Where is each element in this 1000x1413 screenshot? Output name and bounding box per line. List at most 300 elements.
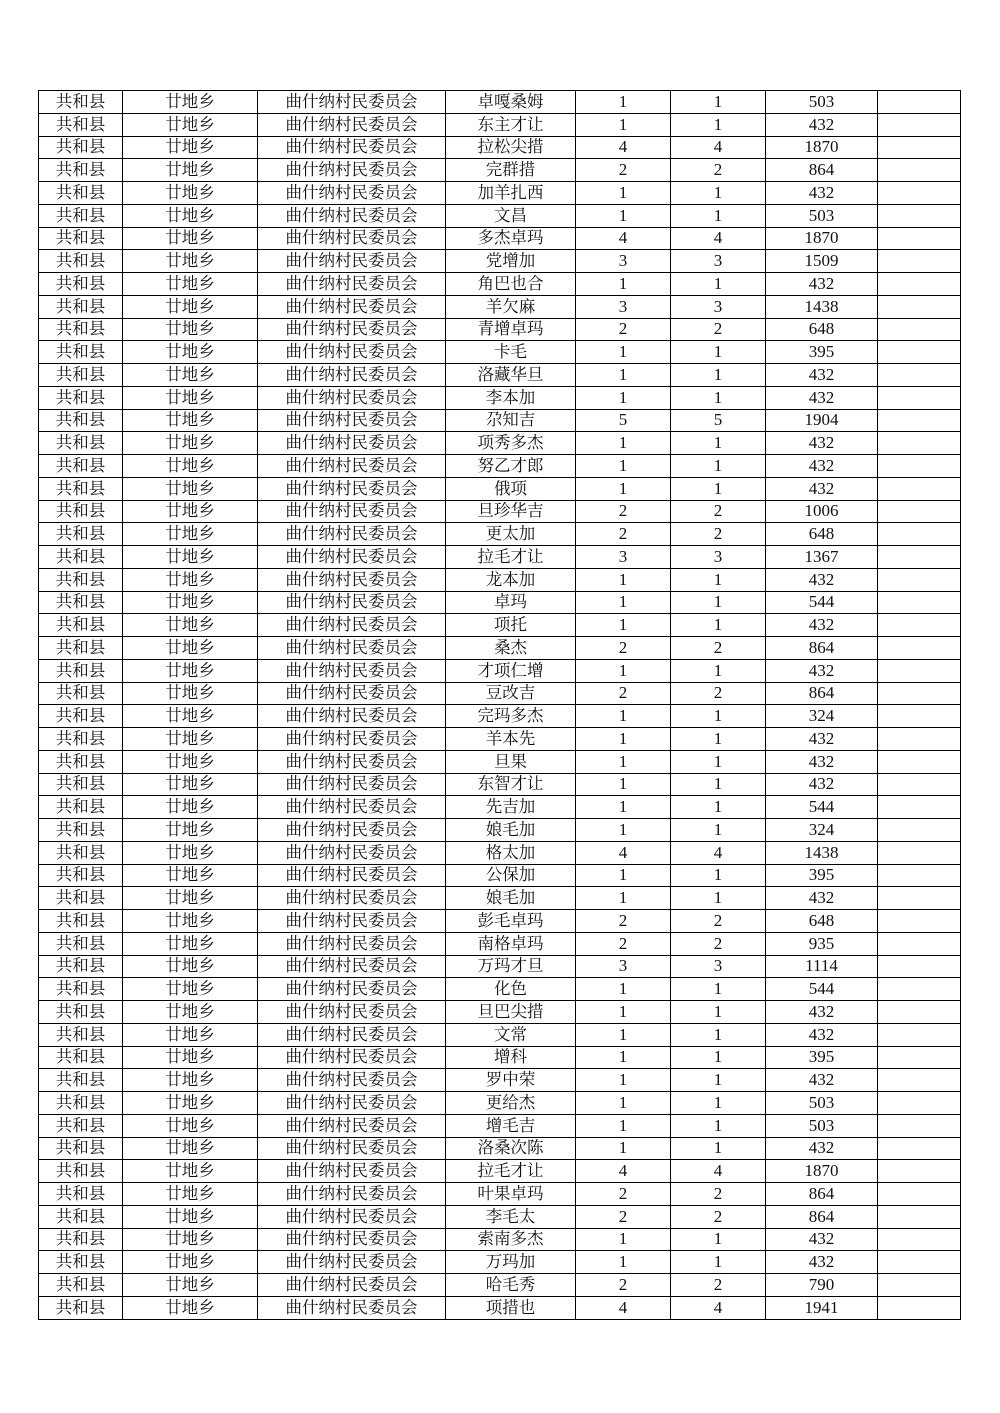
township-cell: 廿地乡 <box>123 932 258 955</box>
township-cell: 廿地乡 <box>123 682 258 705</box>
village-cell: 曲什纳村民委员会 <box>258 1160 446 1183</box>
village-cell: 曲什纳村民委员会 <box>258 1137 446 1160</box>
count-cell: 1 <box>576 364 671 387</box>
township-cell: 廿地乡 <box>123 1251 258 1274</box>
note-cell <box>878 1205 961 1228</box>
count-cell: 1 <box>576 1023 671 1046</box>
township-cell: 廿地乡 <box>123 1137 258 1160</box>
county-cell: 共和县 <box>39 568 123 591</box>
note-cell <box>878 318 961 341</box>
people-cell: 1 <box>671 978 766 1001</box>
township-cell: 廿地乡 <box>123 819 258 842</box>
name-cell: 东智才让 <box>446 773 576 796</box>
village-cell: 曲什纳村民委员会 <box>258 250 446 273</box>
village-cell: 曲什纳村民委员会 <box>258 273 446 296</box>
amount-cell: 864 <box>766 682 878 705</box>
township-cell: 廿地乡 <box>123 523 258 546</box>
count-cell: 2 <box>576 1183 671 1206</box>
count-cell: 1 <box>576 659 671 682</box>
village-cell: 曲什纳村民委员会 <box>258 295 446 318</box>
county-cell: 共和县 <box>39 250 123 273</box>
county-cell: 共和县 <box>39 682 123 705</box>
county-cell: 共和县 <box>39 750 123 773</box>
township-cell: 廿地乡 <box>123 159 258 182</box>
village-cell: 曲什纳村民委员会 <box>258 386 446 409</box>
township-cell: 廿地乡 <box>123 1296 258 1319</box>
county-cell: 共和县 <box>39 705 123 728</box>
name-cell: 万玛加 <box>446 1251 576 1274</box>
name-cell: 格太加 <box>446 841 576 864</box>
village-cell: 曲什纳村民委员会 <box>258 113 446 136</box>
county-cell: 共和县 <box>39 864 123 887</box>
name-cell: 项秀多杰 <box>446 432 576 455</box>
table-row <box>39 1160 961 1183</box>
table-row <box>39 819 961 842</box>
note-cell <box>878 295 961 318</box>
village-cell: 曲什纳村民委员会 <box>258 546 446 569</box>
count-cell: 1 <box>576 1046 671 1069</box>
count-cell: 4 <box>576 227 671 250</box>
name-cell: 羊本先 <box>446 728 576 751</box>
people-cell: 2 <box>671 500 766 523</box>
village-cell: 曲什纳村民委员会 <box>258 1228 446 1251</box>
table-row <box>39 136 961 159</box>
amount-cell: 864 <box>766 1183 878 1206</box>
name-cell: 项措也 <box>446 1296 576 1319</box>
people-cell: 1 <box>671 455 766 478</box>
county-cell: 共和县 <box>39 432 123 455</box>
name-cell: 旦珍华吉 <box>446 500 576 523</box>
township-cell: 廿地乡 <box>123 1274 258 1297</box>
amount-cell: 432 <box>766 1251 878 1274</box>
table-row <box>39 364 961 387</box>
table-row <box>39 409 961 432</box>
village-cell: 曲什纳村民委员会 <box>258 91 446 114</box>
amount-cell: 432 <box>766 1001 878 1024</box>
name-cell: 拉松尖措 <box>446 136 576 159</box>
amount-cell: 432 <box>766 364 878 387</box>
name-cell: 豆改吉 <box>446 682 576 705</box>
note-cell <box>878 705 961 728</box>
note-cell <box>878 614 961 637</box>
county-cell: 共和县 <box>39 386 123 409</box>
note-cell <box>878 341 961 364</box>
township-cell: 廿地乡 <box>123 318 258 341</box>
village-cell: 曲什纳村民委员会 <box>258 750 446 773</box>
name-cell: 多杰卓玛 <box>446 227 576 250</box>
note-cell <box>878 136 961 159</box>
amount-cell: 432 <box>766 750 878 773</box>
village-cell: 曲什纳村民委员会 <box>258 364 446 387</box>
people-cell: 1 <box>671 750 766 773</box>
county-cell: 共和县 <box>39 546 123 569</box>
table-row <box>39 1183 961 1206</box>
count-cell: 1 <box>576 705 671 728</box>
township-cell: 廿地乡 <box>123 887 258 910</box>
people-cell: 1 <box>671 1046 766 1069</box>
note-cell <box>878 841 961 864</box>
township-cell: 廿地乡 <box>123 750 258 773</box>
county-cell: 共和县 <box>39 614 123 637</box>
note-cell <box>878 591 961 614</box>
table-row <box>39 932 961 955</box>
amount-cell: 432 <box>766 728 878 751</box>
village-cell: 曲什纳村民委员会 <box>258 1069 446 1092</box>
people-cell: 4 <box>671 227 766 250</box>
count-cell: 1 <box>576 819 671 842</box>
county-cell: 共和县 <box>39 204 123 227</box>
count-cell: 1 <box>576 204 671 227</box>
amount-cell: 432 <box>766 182 878 205</box>
people-cell: 3 <box>671 295 766 318</box>
township-cell: 廿地乡 <box>123 1114 258 1137</box>
count-cell: 1 <box>576 568 671 591</box>
village-cell: 曲什纳村民委员会 <box>258 659 446 682</box>
county-cell: 共和县 <box>39 295 123 318</box>
people-cell: 1 <box>671 773 766 796</box>
amount-cell: 432 <box>766 1137 878 1160</box>
table-row <box>39 591 961 614</box>
people-cell: 1 <box>671 1069 766 1092</box>
village-cell: 曲什纳村民委员会 <box>258 432 446 455</box>
village-cell: 曲什纳村民委员会 <box>258 978 446 1001</box>
village-cell: 曲什纳村民委员会 <box>258 477 446 500</box>
people-cell: 1 <box>671 614 766 637</box>
count-cell: 2 <box>576 637 671 660</box>
village-cell: 曲什纳村民委员会 <box>258 682 446 705</box>
amount-cell: 1904 <box>766 409 878 432</box>
count-cell: 1 <box>576 182 671 205</box>
table-row <box>39 887 961 910</box>
village-cell: 曲什纳村民委员会 <box>258 500 446 523</box>
table-row <box>39 455 961 478</box>
count-cell: 3 <box>576 546 671 569</box>
name-cell: 李本加 <box>446 386 576 409</box>
table-row <box>39 432 961 455</box>
table-row <box>39 796 961 819</box>
people-cell: 3 <box>671 955 766 978</box>
people-cell: 1 <box>671 113 766 136</box>
amount-cell: 395 <box>766 1046 878 1069</box>
count-cell: 1 <box>576 477 671 500</box>
people-cell: 2 <box>671 523 766 546</box>
table-row <box>39 273 961 296</box>
county-cell: 共和县 <box>39 887 123 910</box>
people-cell: 4 <box>671 1296 766 1319</box>
amount-cell: 432 <box>766 568 878 591</box>
note-cell <box>878 773 961 796</box>
table-row <box>39 864 961 887</box>
township-cell: 廿地乡 <box>123 204 258 227</box>
county-cell: 共和县 <box>39 1092 123 1115</box>
amount-cell: 544 <box>766 591 878 614</box>
people-cell: 1 <box>671 477 766 500</box>
township-cell: 廿地乡 <box>123 1069 258 1092</box>
note-cell <box>878 682 961 705</box>
people-cell: 1 <box>671 341 766 364</box>
name-cell: 旦巴尖措 <box>446 1001 576 1024</box>
township-cell: 廿地乡 <box>123 1001 258 1024</box>
name-cell: 洛桑次陈 <box>446 1137 576 1160</box>
people-cell: 2 <box>671 637 766 660</box>
county-cell: 共和县 <box>39 796 123 819</box>
table-row <box>39 1092 961 1115</box>
amount-cell: 432 <box>766 659 878 682</box>
name-cell: 娘毛加 <box>446 819 576 842</box>
county-cell: 共和县 <box>39 91 123 114</box>
table-row <box>39 773 961 796</box>
village-cell: 曲什纳村民委员会 <box>258 1092 446 1115</box>
count-cell: 1 <box>576 591 671 614</box>
village-cell: 曲什纳村民委员会 <box>258 1183 446 1206</box>
amount-cell: 1114 <box>766 955 878 978</box>
county-cell: 共和县 <box>39 159 123 182</box>
subsidy-table <box>38 90 961 1320</box>
county-cell: 共和县 <box>39 1160 123 1183</box>
name-cell: 拉毛才让 <box>446 546 576 569</box>
village-cell: 曲什纳村民委员会 <box>258 318 446 341</box>
county-cell: 共和县 <box>39 591 123 614</box>
name-cell: 文常 <box>446 1023 576 1046</box>
count-cell: 4 <box>576 136 671 159</box>
county-cell: 共和县 <box>39 364 123 387</box>
note-cell <box>878 1092 961 1115</box>
count-cell: 1 <box>576 113 671 136</box>
amount-cell: 432 <box>766 273 878 296</box>
township-cell: 廿地乡 <box>123 1160 258 1183</box>
note-cell <box>878 750 961 773</box>
people-cell: 1 <box>671 591 766 614</box>
table-row <box>39 477 961 500</box>
count-cell: 1 <box>576 386 671 409</box>
note-cell <box>878 955 961 978</box>
name-cell: 才项仁增 <box>446 659 576 682</box>
name-cell: 增毛吉 <box>446 1114 576 1137</box>
people-cell: 3 <box>671 546 766 569</box>
township-cell: 廿地乡 <box>123 386 258 409</box>
amount-cell: 395 <box>766 864 878 887</box>
township-cell: 廿地乡 <box>123 1046 258 1069</box>
village-cell: 曲什纳村民委员会 <box>258 728 446 751</box>
table-row <box>39 546 961 569</box>
amount-cell: 432 <box>766 432 878 455</box>
village-cell: 曲什纳村民委员会 <box>258 910 446 933</box>
note-cell <box>878 887 961 910</box>
village-cell: 曲什纳村民委员会 <box>258 204 446 227</box>
amount-cell: 432 <box>766 773 878 796</box>
amount-cell: 503 <box>766 1114 878 1137</box>
amount-cell: 544 <box>766 796 878 819</box>
count-cell: 2 <box>576 523 671 546</box>
people-cell: 1 <box>671 386 766 409</box>
county-cell: 共和县 <box>39 1251 123 1274</box>
village-cell: 曲什纳村民委员会 <box>258 159 446 182</box>
name-cell: 公保加 <box>446 864 576 887</box>
note-cell <box>878 1251 961 1274</box>
count-cell: 2 <box>576 1274 671 1297</box>
table-row <box>39 1228 961 1251</box>
count-cell: 1 <box>576 455 671 478</box>
name-cell: 俄项 <box>446 477 576 500</box>
county-cell: 共和县 <box>39 273 123 296</box>
county-cell: 共和县 <box>39 1183 123 1206</box>
note-cell <box>878 978 961 1001</box>
village-cell: 曲什纳村民委员会 <box>258 1274 446 1297</box>
people-cell: 1 <box>671 1251 766 1274</box>
table-row <box>39 659 961 682</box>
township-cell: 廿地乡 <box>123 864 258 887</box>
people-cell: 2 <box>671 1183 766 1206</box>
table-row <box>39 637 961 660</box>
township-cell: 廿地乡 <box>123 273 258 296</box>
amount-cell: 503 <box>766 204 878 227</box>
county-cell: 共和县 <box>39 932 123 955</box>
name-cell: 洛藏华旦 <box>446 364 576 387</box>
note-cell <box>878 1183 961 1206</box>
note-cell <box>878 250 961 273</box>
table-row <box>39 1023 961 1046</box>
name-cell: 先吉加 <box>446 796 576 819</box>
name-cell: 拉毛才让 <box>446 1160 576 1183</box>
table-row <box>39 910 961 933</box>
people-cell: 1 <box>671 204 766 227</box>
name-cell: 党增加 <box>446 250 576 273</box>
table-row <box>39 614 961 637</box>
village-cell: 曲什纳村民委员会 <box>258 568 446 591</box>
count-cell: 1 <box>576 796 671 819</box>
table-row <box>39 295 961 318</box>
county-cell: 共和县 <box>39 1069 123 1092</box>
amount-cell: 503 <box>766 1092 878 1115</box>
people-cell: 1 <box>671 568 766 591</box>
amount-cell: 935 <box>766 932 878 955</box>
amount-cell: 1870 <box>766 227 878 250</box>
county-cell: 共和县 <box>39 341 123 364</box>
township-cell: 廿地乡 <box>123 568 258 591</box>
note-cell <box>878 1023 961 1046</box>
table-row <box>39 1046 961 1069</box>
people-cell: 1 <box>671 1092 766 1115</box>
county-cell: 共和县 <box>39 113 123 136</box>
township-cell: 廿地乡 <box>123 1092 258 1115</box>
note-cell <box>878 455 961 478</box>
county-cell: 共和县 <box>39 1114 123 1137</box>
village-cell: 曲什纳村民委员会 <box>258 182 446 205</box>
county-cell: 共和县 <box>39 955 123 978</box>
people-cell: 2 <box>671 910 766 933</box>
amount-cell: 1006 <box>766 500 878 523</box>
count-cell: 3 <box>576 295 671 318</box>
village-cell: 曲什纳村民委员会 <box>258 773 446 796</box>
township-cell: 廿地乡 <box>123 1023 258 1046</box>
people-cell: 1 <box>671 432 766 455</box>
township-cell: 廿地乡 <box>123 978 258 1001</box>
county-cell: 共和县 <box>39 477 123 500</box>
table-row <box>39 523 961 546</box>
amount-cell: 1870 <box>766 1160 878 1183</box>
village-cell: 曲什纳村民委员会 <box>258 887 446 910</box>
township-cell: 廿地乡 <box>123 841 258 864</box>
count-cell: 1 <box>576 978 671 1001</box>
amount-cell: 432 <box>766 477 878 500</box>
count-cell: 2 <box>576 1205 671 1228</box>
township-cell: 廿地乡 <box>123 637 258 660</box>
people-cell: 1 <box>671 728 766 751</box>
table-row <box>39 750 961 773</box>
county-cell: 共和县 <box>39 1274 123 1297</box>
note-cell <box>878 204 961 227</box>
count-cell: 2 <box>576 910 671 933</box>
table-row <box>39 841 961 864</box>
note-cell <box>878 1069 961 1092</box>
name-cell: 加羊扎西 <box>446 182 576 205</box>
note-cell <box>878 796 961 819</box>
county-cell: 共和县 <box>39 1046 123 1069</box>
name-cell: 卓嘎桑姆 <box>446 91 576 114</box>
note-cell <box>878 386 961 409</box>
people-cell: 4 <box>671 841 766 864</box>
table-row <box>39 1274 961 1297</box>
amount-cell: 324 <box>766 705 878 728</box>
people-cell: 1 <box>671 273 766 296</box>
village-cell: 曲什纳村民委员会 <box>258 841 446 864</box>
people-cell: 2 <box>671 1205 766 1228</box>
people-cell: 1 <box>671 1114 766 1137</box>
county-cell: 共和县 <box>39 136 123 159</box>
count-cell: 1 <box>576 864 671 887</box>
township-cell: 廿地乡 <box>123 1228 258 1251</box>
county-cell: 共和县 <box>39 523 123 546</box>
township-cell: 廿地乡 <box>123 659 258 682</box>
name-cell: 完玛多杰 <box>446 705 576 728</box>
table-row <box>39 728 961 751</box>
name-cell: 龙本加 <box>446 568 576 591</box>
note-cell <box>878 1228 961 1251</box>
amount-cell: 1438 <box>766 841 878 864</box>
county-cell: 共和县 <box>39 1296 123 1319</box>
village-cell: 曲什纳村民委员会 <box>258 637 446 660</box>
amount-cell: 648 <box>766 910 878 933</box>
township-cell: 廿地乡 <box>123 500 258 523</box>
village-cell: 曲什纳村民委员会 <box>258 455 446 478</box>
table-row <box>39 318 961 341</box>
table-row <box>39 113 961 136</box>
people-cell: 4 <box>671 136 766 159</box>
note-cell <box>878 728 961 751</box>
people-cell: 2 <box>671 1274 766 1297</box>
village-cell: 曲什纳村民委员会 <box>258 796 446 819</box>
township-cell: 廿地乡 <box>123 705 258 728</box>
township-cell: 廿地乡 <box>123 955 258 978</box>
note-cell <box>878 1160 961 1183</box>
name-cell: 罗中荣 <box>446 1069 576 1092</box>
count-cell: 1 <box>576 1001 671 1024</box>
count-cell: 1 <box>576 614 671 637</box>
amount-cell: 432 <box>766 1023 878 1046</box>
township-cell: 廿地乡 <box>123 432 258 455</box>
note-cell <box>878 227 961 250</box>
county-cell: 共和县 <box>39 182 123 205</box>
amount-cell: 432 <box>766 455 878 478</box>
table-row <box>39 705 961 728</box>
township-cell: 廿地乡 <box>123 295 258 318</box>
village-cell: 曲什纳村民委员会 <box>258 614 446 637</box>
table-row <box>39 1001 961 1024</box>
county-cell: 共和县 <box>39 978 123 1001</box>
village-cell: 曲什纳村民委员会 <box>258 136 446 159</box>
township-cell: 廿地乡 <box>123 477 258 500</box>
note-cell <box>878 546 961 569</box>
